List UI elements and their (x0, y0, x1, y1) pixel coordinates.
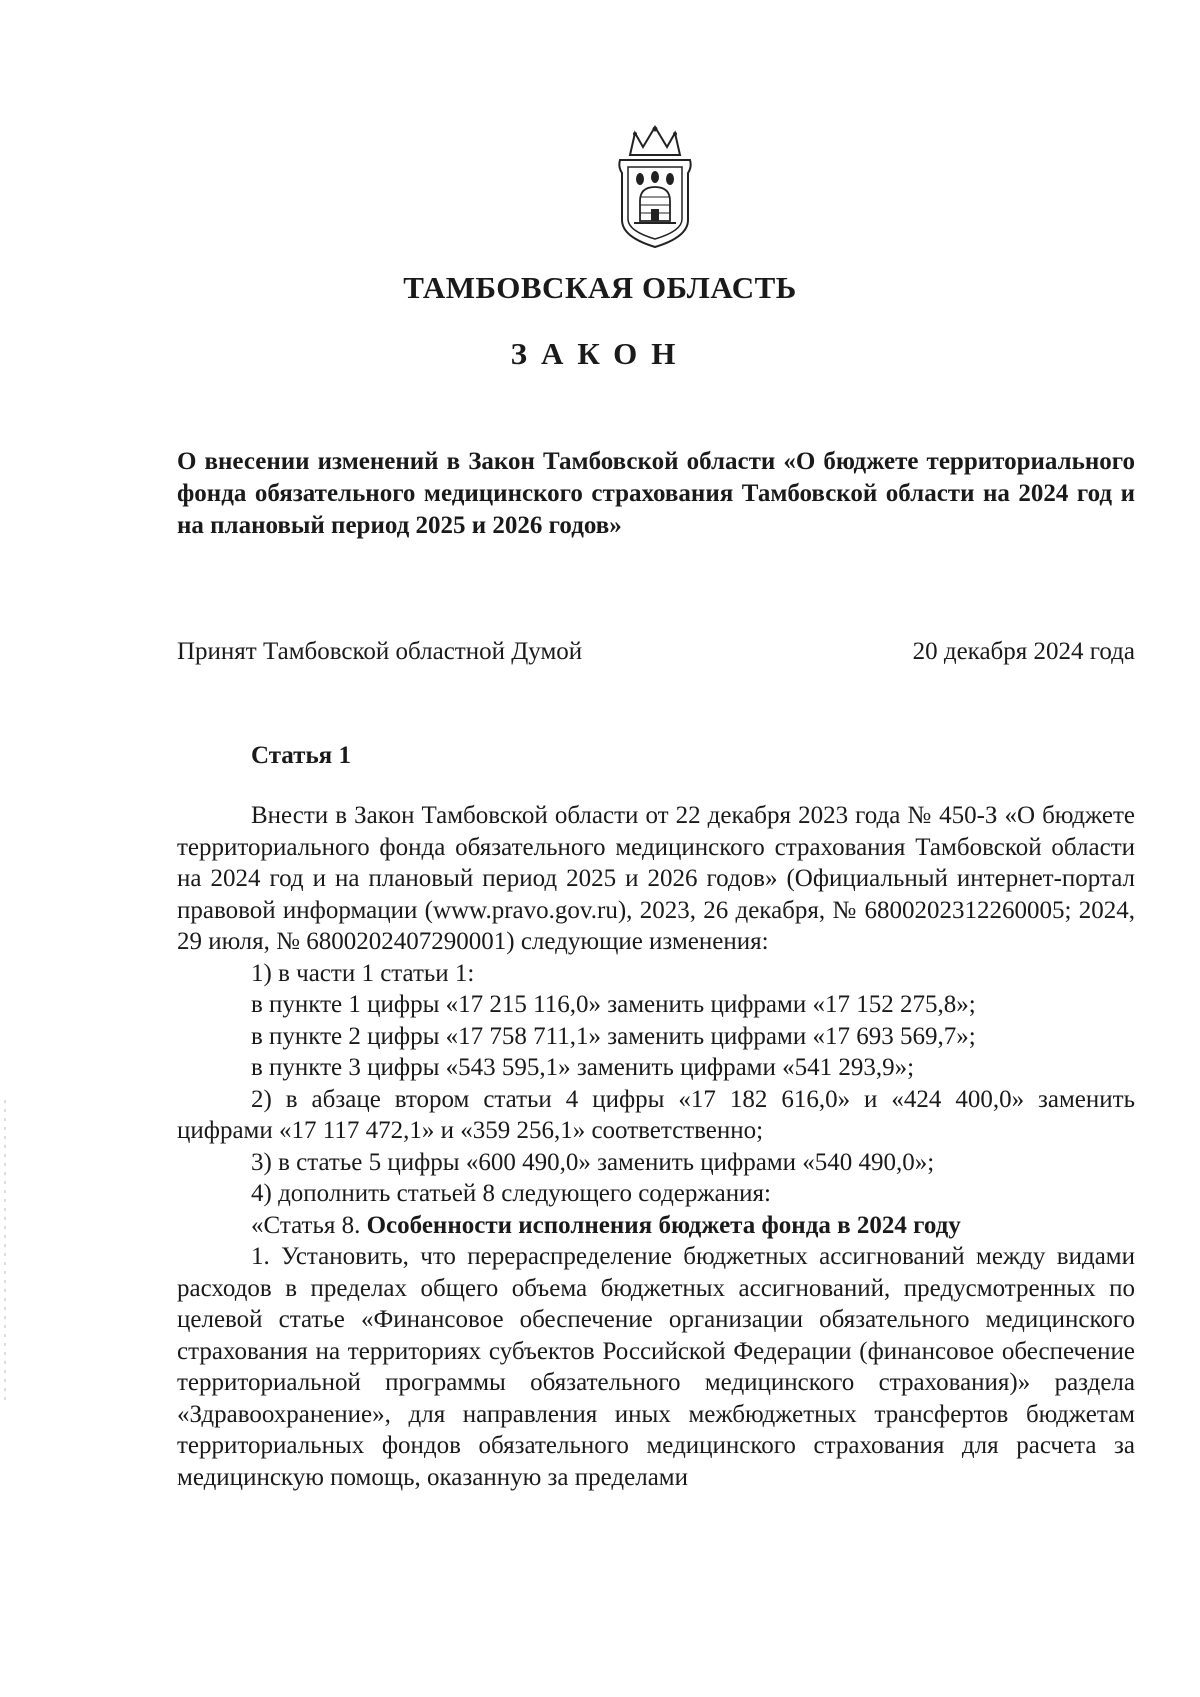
adoption-date: 20 декабря 2024 года (912, 638, 1135, 665)
list-item: 1) в части 1 статьи 1: (251, 959, 475, 987)
new-article-prefix: «Статья 8. (251, 1211, 367, 1239)
list-item: в пункте 1 цифры «17 215 116,0» заменить цифрами «17 152 275,8»; (251, 991, 976, 1018)
adopted-by: Принят Тамбовской областной Думой (177, 638, 583, 665)
list-item: 2) в абзаце втором статьи 4 цифры «17 182 616,0» и «424 400,0» заменить цифрами «17 117 472,1» и «359 256,1» соответственно; (177, 1085, 1135, 1144)
adoption-line (177, 638, 1135, 666)
new-article-title: Особенности исполнения бюджета фонда в 2024 году (366, 1211, 961, 1239)
list-item: 3) в статье 5 цифры «600 490,0» заменить цифрами «540 490,0»; (251, 1148, 935, 1176)
new-article-heading (177, 1210, 1135, 1242)
new-article-paragraph: 1. Установить, что перераспределение бюджетных ассигнований между видами расходов в пределах общего объема бюджетных ассигнований, предусмотренных по целевой статье «Финансовое обеспечение организации обязательного медицинского страхования на территориях субъектов Российской Федерации (финансовое обеспечение территориальной программы обязательного медицинского страхования)» раздела «Здравоохранение», для направления иных межбюджетных трансфертов бюджетам территориальных фондов обязательного медицинского страхования для расчета за медицинскую помощь, оказанную за пределами (177, 1243, 1135, 1491)
article-1-body (177, 800, 1135, 1493)
scan-edge-artifact (4, 1100, 6, 1400)
article-1-heading: Статья 1 (251, 742, 351, 769)
tambov-coat-of-arms-icon (610, 125, 700, 250)
article-1-intro: Внести в Закон Тамбовской области от 22 декабря 2023 года № 450-З «О бюджете территориального фонда обязательного медицинского страхования Тамбовской области на 2024 год и на плановый период 2025 и 2026 годов» (Официальный интернет-портал правовой информации (www.pravo.gov.ru), 2023, 26 декабря, № 6800202312260005; 2024, 29 июля, № 6800202407290001) следующие изменения: (177, 802, 1135, 955)
list-item: в пункте 2 цифры «17 758 711,1» заменить цифрами «17 693 569,7»; (251, 1022, 976, 1050)
list-item: 4) дополнить статьей 8 следующего содержания: (251, 1180, 771, 1207)
document-type: ЗАКОН (510, 336, 690, 371)
region-title: ТАМБОВСКАЯ ОБЛАСТЬ (403, 270, 797, 305)
list-item: в пункте 3 цифры «543 595,1» заменить цифрами «541 293,9»; (251, 1054, 915, 1081)
law-title: О внесении изменений в Закон Тамбовской области «О бюджете территориального фонда обязательного медицинского страхования Тамбовской области на 2024 год и на плановый период 2025 и 2026 годов» (177, 448, 1135, 539)
